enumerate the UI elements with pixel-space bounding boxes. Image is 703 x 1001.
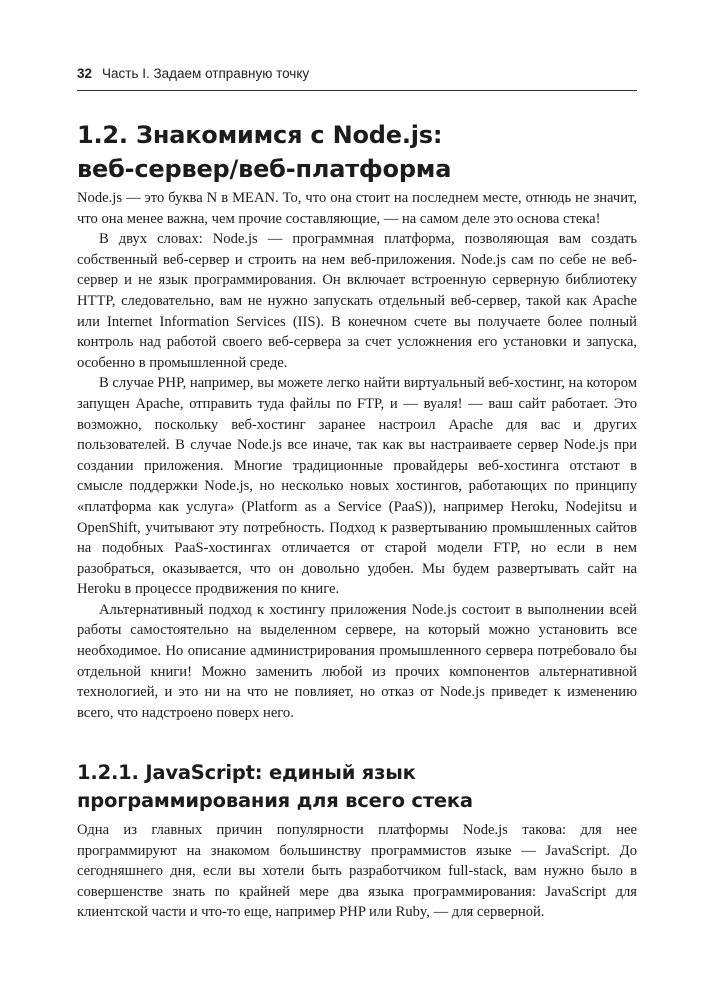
subsection-body	[77, 820, 637, 923]
section-heading-line-2: веб-сервер/веб-платформа	[77, 155, 452, 183]
header-rule	[77, 90, 637, 91]
paragraph: В двух словах: Node.js — программная платформа, позволяющая вам создать собственный веб-сервер и строить на нем веб-приложения. Node.js сам по себе не веб-сервер и не язык программирования. Он включает встроенную серверную библиотеку HTTP, следовательно, вам не нужно запускать отдельный веб-сервер, такой как Apache или Internet Information Services (IIS). В конечном счете вы получаете более полный контроль над работой своего веб-сервера за счет усложнения его установки и запуска, особенно в промышленной среде.	[77, 231, 637, 371]
subsection-heading-line-2: программирования для всего стека	[77, 789, 473, 812]
paragraph: Одна из главных причин популярности платформы Node.js такова: для нее программируют на знакомом большинству программистов языке — JavaScript. До сегодняшнего дня, если вы хотели быть разработчиком full-stack, вам нужно было в совершенстве знать по крайней мере два языка программирования: JavaScript для клиентской части и что-то еще, например PHP или Ruby, — для серверной.	[77, 822, 637, 921]
page-number: 32	[77, 66, 93, 81]
section-heading	[77, 118, 637, 186]
running-head-title: Часть I. Задаем отправную точку	[102, 66, 310, 81]
subsection-heading-line-1: 1.2.1. JavaScript: единый язык	[77, 761, 416, 784]
running-head	[77, 66, 637, 81]
section-body	[77, 188, 637, 723]
paragraph: Node.js — это буква N в MEAN. То, что она стоит на последнем месте, отнюдь не значит, что она менее важна, чем прочие составляющие, — на самом деле это основа стека!	[77, 190, 637, 227]
paragraph: Альтернативный подход к хостингу приложения Node.js состоит в выполнении всей работы самостоятельно на выделенном сервере, на который можно установить все необходимое. Но описание администрирования промышленного сервера потребовало бы отдельной книги! Можно заменить любой из прочих компонентов альтернативной технологией, и это ни на что не повлияет, но отказ от Node.js приведет к изменению всего, что надстроено поверх него.	[77, 601, 637, 721]
paragraph: В случае PHP, например, вы можете легко найти виртуальный веб-хостинг, на котором запущен Apache, отправить туда файлы по FTP, и — вуаля! — ваш сайт работает. Это возможно, поскольку веб-хостинг заранее настроил Apache для вас и других пользователей. В случае Node.js все иначе, так как вы настраиваете сервер Node.js при создании приложения. Многие традиционные провайдеры веб-хостинга отстают в смысле поддержки Node.js, но несколько новых хостингов, работающих по принципу «платформа как услуга» (Platform as a Service (PaaS)), например Heroku, Nodejitsu и OpenShift, учитывают эту потребность. Подход к развертыванию промышленных сайтов на подобных PaaS-хостингах отличается от старой модели FTP, но если в нем разобраться, оказывается, что он довольно удобен. Мы будем развертывать сайт на Heroku в процессе продвижения по книге.	[77, 375, 637, 598]
section-heading-line-1: 1.2. Знакомимся с Node.js:	[77, 121, 443, 149]
subsection-heading	[77, 759, 637, 815]
